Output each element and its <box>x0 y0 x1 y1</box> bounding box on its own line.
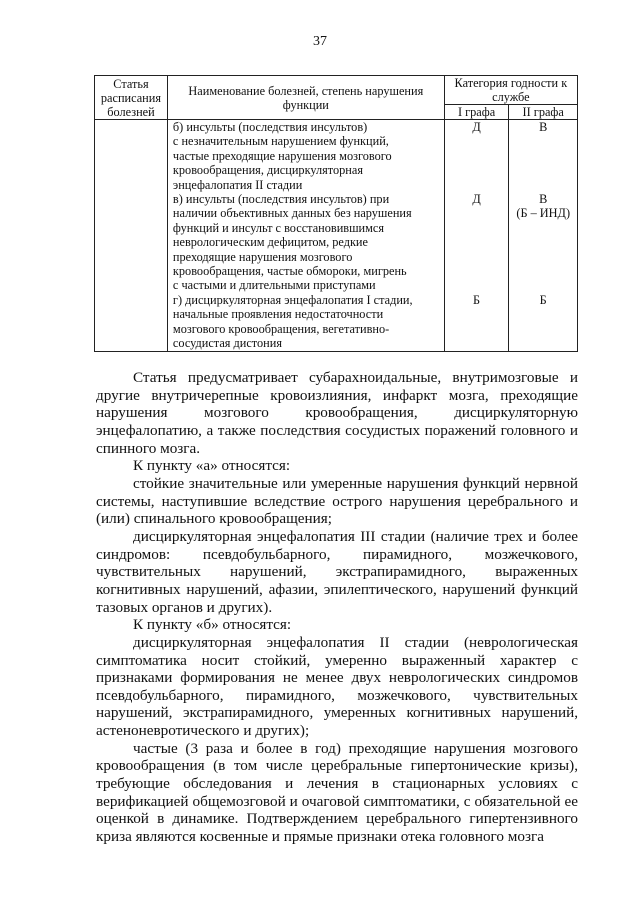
row-g <box>173 293 441 351</box>
description-line: кровообращения, дисциркуляторная <box>172 163 363 178</box>
row-b <box>173 120 441 192</box>
grade-2-row-v-block <box>512 192 574 293</box>
description-line: частые преходящие нарушения мозгового <box>172 148 392 163</box>
header-description: Наименование болезней, степень нарушения функции <box>167 76 444 120</box>
grade-1-row-b: Д <box>472 120 481 134</box>
description-cell <box>167 120 444 352</box>
grade-1-row-g-block <box>448 293 506 307</box>
grade-column-1-cell <box>444 120 509 352</box>
description-line: наличии объективных данных без нарушения <box>172 206 412 221</box>
grade-2-row-b-block <box>512 120 574 192</box>
grade-2-row-b: В <box>539 120 548 134</box>
description-line: с незначительным нарушением функций, <box>172 134 389 149</box>
paragraph-point-a-1: стойкие значительные или умеренные нарушения функций нервной системы, наступившие вследствие острого нарушения церебрального и (или) спинального кровообращения; <box>96 474 578 528</box>
paragraph-point-b-1: дисциркуляторная энцефалопатия II стадии (неврологическая симптоматика носит стойкий, умеренно выраженный характер с признаками формирования не менее двух неврологических синдромов псевдобульбарного, пирамидного, мозжечкового, чувствительных нарушений, экстрапирамидного, умеренных когнитивных нарушений, астеноневротического и других); <box>96 633 578 740</box>
description-line: б) инсульты (последствия инсультов) <box>172 120 368 134</box>
description-line: начальные проявления недостаточности <box>172 307 384 322</box>
grade-2-row-v: В <box>539 192 548 206</box>
header-article: Статья расписания болезней <box>95 76 168 120</box>
grade-column-2-cell <box>509 120 578 352</box>
article-cell <box>95 120 168 352</box>
description-line: неврологическим дефицитом, редкие <box>172 235 368 250</box>
description-line: сосудистая дистония <box>172 336 282 351</box>
description-line: в) инсульты (последствия инсультов) при <box>172 192 390 207</box>
article-commentary <box>96 369 578 846</box>
grade-1-row-v-block <box>448 192 506 293</box>
description-line: преходящие нарушения мозгового <box>172 249 353 264</box>
grade-1-row-g: Б <box>473 292 481 307</box>
paragraph-point-b-2: частые (3 раза и более в год) преходящие нарушения мозгового кровообращения (в том числе церебральные гипертонические кризы), требующие обследования и лечения в стационарных условиях с верификацией общемозговой и очаговой симптоматики, с обязательной ее оценкой в динамике. Подтверждением церебрального гипертензивного криза являются косвенные и прямые признаки отека головного мозга <box>96 739 578 846</box>
header-column-1: I графа <box>444 105 509 120</box>
table-header-row <box>95 76 578 105</box>
description-line: с частыми и длительными приступами <box>172 278 376 293</box>
grade-2-row-v-note: (Б – ИНД) <box>516 206 571 221</box>
grade-2-row-g-block <box>512 293 574 307</box>
header-column-2: II графа <box>509 105 578 120</box>
description-line: г) дисциркуляторная энцефалопатия I стадии, <box>172 292 413 307</box>
row-v <box>173 192 441 293</box>
grade-1-row-v: Д <box>472 192 481 206</box>
header-fitness-category: Категория годности к службе <box>444 76 577 105</box>
paragraph-point-b-heading: К пункту «б» относятся: <box>133 616 292 634</box>
page-number: 37 <box>313 34 327 49</box>
grade-1-row-b-block <box>448 120 506 192</box>
description-line: функций и инсульт с восстановившимся <box>172 220 385 235</box>
table-body-row <box>95 120 578 352</box>
paragraph-intro: Статья предусматривает субарахноидальные, внутримозговые и другие внутричерепные кровоизлияния, инфаркт мозга, преходящие нарушения мозгового кровообращения, дисциркуляторную энцефалопатию, а также последствия сосудистых поражений головного и спинного мозга. <box>96 369 578 457</box>
paragraph-point-a-heading: К пункту «а» относятся: <box>133 457 291 475</box>
paragraph-point-a-2: дисциркуляторная энцефалопатия III стадии (наличие трех и более синдромов: псевдобульбарного, пирамидного, мозжечкового, чувствительных нарушений, экстрапирамидного, выраженных когнитивных нарушений, афазии, эпилептического, нарушений функций тазовых органов и других). <box>96 527 578 616</box>
description-line: энцефалопатия II стадии <box>172 177 303 192</box>
disease-schedule-table <box>94 75 578 352</box>
description-line: мозгового кровообращения, вегетативно- <box>172 321 390 336</box>
grade-2-row-g: Б <box>539 292 547 307</box>
description-line: кровообращения, частые обмороки, мигрень <box>172 264 407 279</box>
